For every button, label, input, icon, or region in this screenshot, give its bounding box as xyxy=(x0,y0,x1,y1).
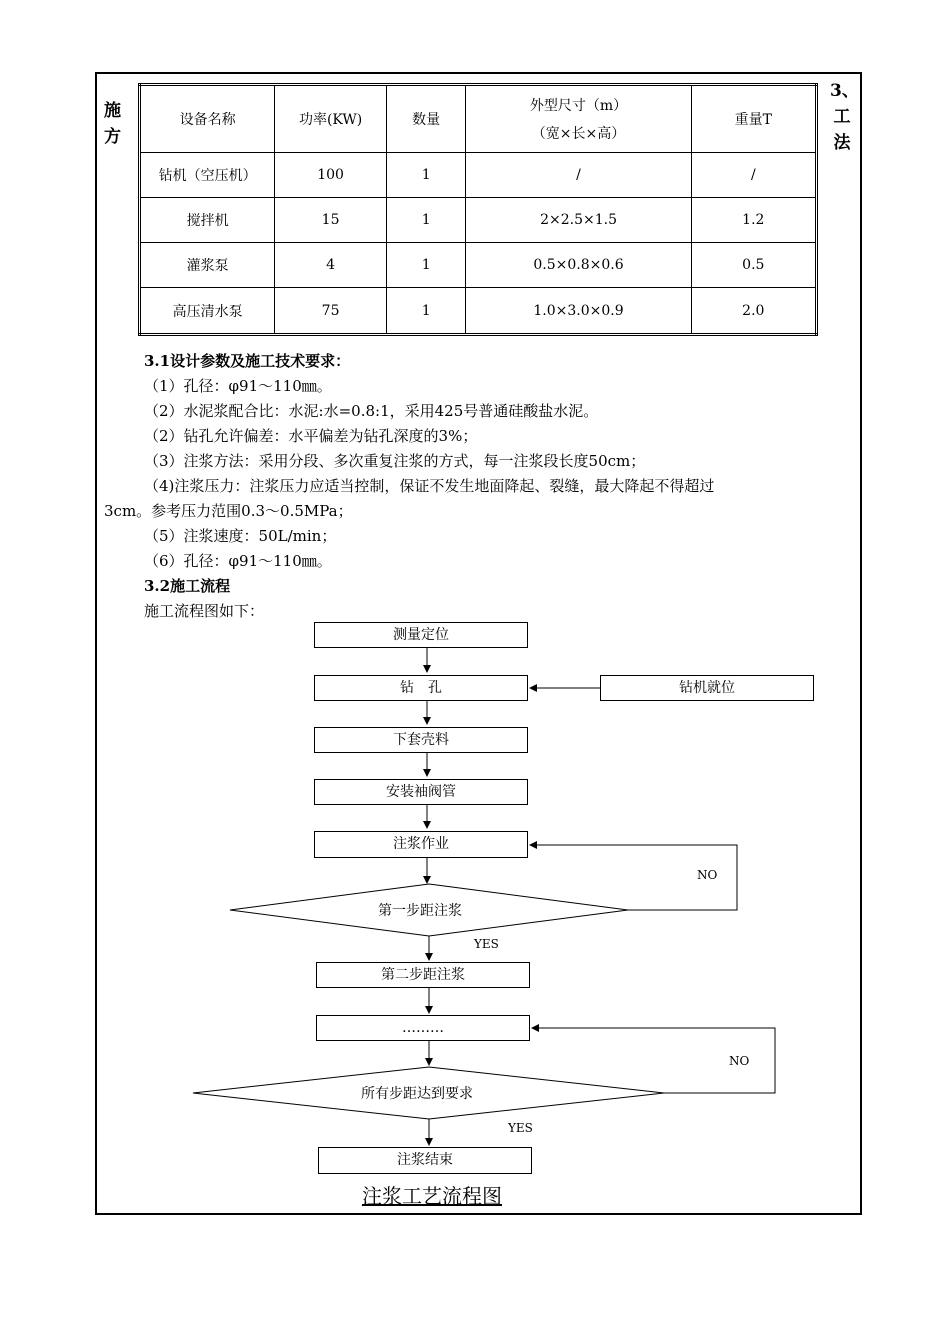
header-cell: 重量T xyxy=(691,85,816,153)
table-row: 搅拌机 15 1 2×2.5×1.5 1.2 xyxy=(140,198,817,243)
flow-step-second-grouting: 第二步距注浆 xyxy=(316,962,530,988)
requirement-item: （4)注浆压力：注浆压力应适当控制，保证不发生地面降起、裂缝，最大降起不得超过 xyxy=(144,477,715,495)
no-label-2: NO xyxy=(729,1054,750,1068)
requirement-item: （1）孔径：φ91～110㎜。 xyxy=(144,377,332,395)
header-cell: 功率(KW) xyxy=(275,85,387,153)
header-cell: 外型尺寸（m） （宽×长×高） xyxy=(466,85,691,153)
flow-step-sleeve-pipe: 安装袖阀管 xyxy=(314,779,528,805)
section-3-1-title: 3.1设计参数及施工技术要求： xyxy=(144,352,351,370)
flow-step-grouting: 注浆作业 xyxy=(314,831,528,858)
requirement-item: （6）孔径：φ91～110㎜。 xyxy=(144,552,332,570)
yes-label-2: YES xyxy=(508,1121,533,1135)
flowchart-caption: 注浆工艺流程图 xyxy=(362,1184,502,1208)
table-row: 高压清水泵 75 1 1.0×3.0×0.9 2.0 xyxy=(140,288,817,335)
header-cell: 设备名称 xyxy=(140,85,275,153)
flow-step-end: 注浆结束 xyxy=(318,1147,532,1174)
no-label-1: NO xyxy=(697,868,718,882)
requirement-item: （3）注浆方法：采用分段、多次重复注浆的方式，每一注浆段长度50cm； xyxy=(144,452,646,470)
decision-2-label: 所有步距达到要求 xyxy=(361,1086,473,1102)
section-3-2-title: 3.2施工流程 xyxy=(144,577,231,595)
requirement-item: （2）水泥浆配合比：水泥:水=0.8:1，采用425号普通硅酸盐水泥。 xyxy=(144,402,599,420)
requirement-item: 3cm。参考压力范围0.3～0.5MPa； xyxy=(104,502,353,520)
left-margin-label: 施 方 xyxy=(104,101,121,147)
decision-1-label: 第一步距注浆 xyxy=(378,903,462,919)
flow-intro: 施工流程图如下： xyxy=(144,602,265,620)
yes-label-1: YES xyxy=(474,937,499,951)
requirement-item: （2）钻孔允许偏差：水平偏差为钻孔深度的3%； xyxy=(144,427,478,445)
flow-step-ellipsis: ……… xyxy=(316,1015,530,1041)
flow-step-casing: 下套壳料 xyxy=(314,727,528,753)
flow-step-survey: 测量定位 xyxy=(314,622,528,648)
table-row: 钻机（空压机） 100 1 / / xyxy=(140,153,817,198)
flow-step-rig-position: 钻机就位 xyxy=(600,675,814,701)
requirement-item: （5）注浆速度：50L/min； xyxy=(144,527,337,545)
flow-step-drill: 钻 孔 xyxy=(314,675,528,701)
header-cell: 数量 xyxy=(386,85,466,153)
table-row: 灌浆泵 4 1 0.5×0.8×0.6 0.5 xyxy=(140,243,817,288)
right-margin-label: 3、 工 法 xyxy=(830,81,859,153)
